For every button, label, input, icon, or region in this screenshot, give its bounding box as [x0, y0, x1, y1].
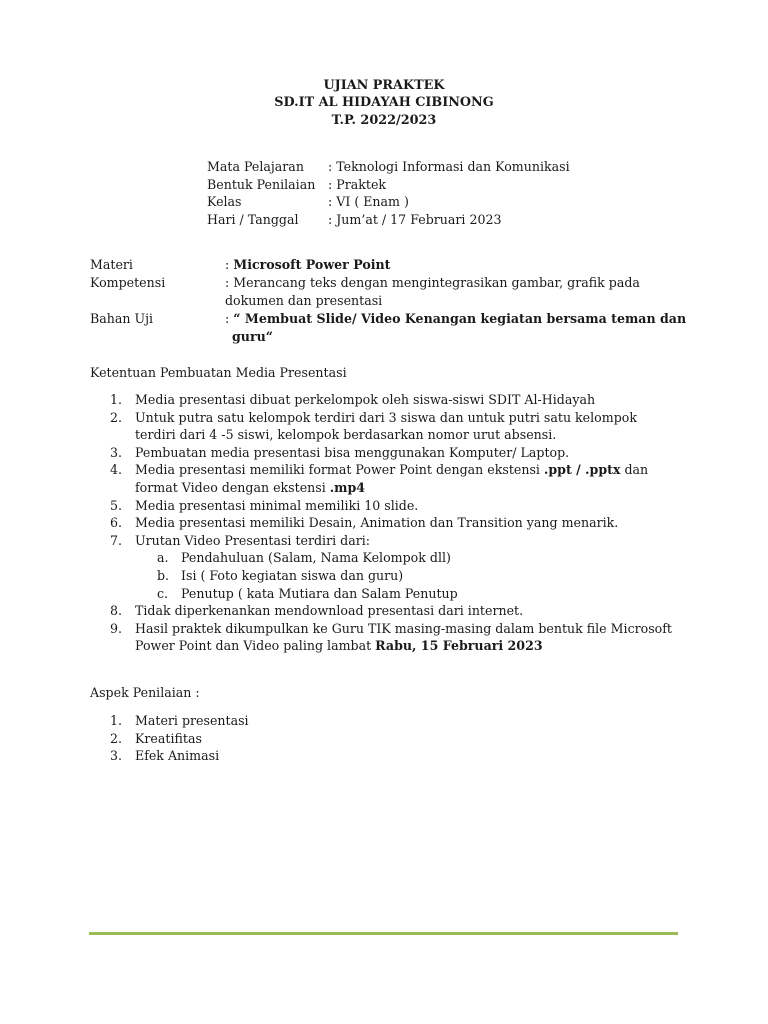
sub-list-item: [0, 585, 700, 603]
info-value: : Jum’at / 17 Februari 2023: [328, 211, 502, 227]
bahan-uji-line: “ Membuat Slide/ Video Kenangan kegiatan bersama teman dan: [233, 311, 687, 326]
list-text: terdiri dari 4 -5 siswi, kelompok berdasarkan nomor urut absensi.: [135, 427, 557, 443]
bahan-uji-line: guru“: [232, 329, 273, 344]
list-number: 2.: [110, 409, 123, 425]
list-text: Media presentasi minimal memiliki 10 slide.: [135, 497, 419, 513]
list-number: 1.: [110, 392, 123, 407]
meta-colon: :: [225, 311, 234, 326]
list-text: Urutan Video Presentasi terdiri dari:: [135, 532, 371, 548]
list-number: 4.: [110, 462, 123, 478]
info-value: : Teknologi Informasi dan Komunikasi: [328, 159, 570, 174]
file-extension: .mp4: [329, 479, 366, 495]
list-text: dan: [620, 462, 649, 478]
list-number: 8.: [110, 603, 123, 619]
footer-rule: [89, 932, 678, 935]
list-text: Untuk putra satu kelompok terdiri dari 3 siswa dan untuk putri satu kelompok: [135, 409, 637, 425]
exam-info: [207, 158, 570, 228]
list-text: Efek Animasi: [135, 748, 220, 764]
meta-label: Kompetensi: [90, 275, 166, 290]
list-item: [0, 514, 700, 532]
list-text: Materi presentasi: [135, 713, 249, 728]
list-item: [0, 620, 700, 655]
list-text: Media presentasi dibuat perkelompok oleh siswa-siswi SDIT Al-Hidayah: [135, 392, 596, 407]
list-number: 7.: [110, 532, 123, 548]
sub-list-text: Penutup ( kata Mutiara dan Salam Penutup: [181, 585, 458, 601]
list-text: Pembuatan media presentasi bisa menggunakan Komputer/ Laptop.: [135, 444, 570, 460]
info-row-subject: [207, 158, 570, 176]
sub-list-text: Isi ( Foto kegiatan siswa dan guru): [181, 567, 404, 583]
list-item: [0, 712, 700, 730]
list-item: [0, 409, 700, 444]
info-row-date: [207, 211, 570, 229]
sub-list-letter: b.: [157, 567, 170, 583]
list-item: [0, 461, 700, 496]
list-text: Media presentasi memiliki format Power Point dengan ekstensi: [135, 462, 544, 478]
meta-row-materi: [90, 256, 690, 274]
info-label: Kelas: [207, 194, 242, 209]
list-text: Power Point dan Video paling lambat: [135, 638, 376, 654]
info-value: : VI ( Enam ): [328, 194, 409, 209]
list-text: Hasil praktek dikumpulkan ke Guru TIK masing-masing dalam bentuk file Microsoft: [135, 620, 672, 636]
info-label: Hari / Tanggal: [207, 211, 299, 227]
list-text: Tidak diperkenankan mendownload presentasi dari internet.: [135, 603, 524, 619]
info-row-assessment: [207, 176, 570, 194]
list-item: [0, 532, 700, 550]
list-item: [0, 391, 700, 409]
meta-row-bahan-uji: [90, 310, 690, 346]
kompetensi-line: : Merancang teks dengan mengintegrasikan gambar, grafik pada: [225, 275, 640, 290]
list-number: 1.: [110, 713, 123, 728]
list-item: [0, 444, 700, 462]
meta-label: Materi: [90, 257, 133, 272]
list-text: format Video dengan ekstensi: [135, 479, 330, 495]
sub-list-letter: c.: [157, 585, 169, 601]
deadline: Rabu, 15 Februari 2023: [375, 638, 543, 654]
list-item: [0, 602, 700, 620]
sub-list-letter: a.: [157, 550, 169, 566]
list-number: 2.: [110, 730, 123, 746]
list-number: 9.: [110, 620, 123, 636]
aspek-title: Aspek Penilaian :: [90, 685, 200, 700]
list-number: 6.: [110, 515, 123, 531]
meta-colon: :: [225, 257, 234, 272]
info-row-class: [207, 193, 570, 211]
info-label: Mata Pelajaran: [207, 159, 304, 174]
aspek-list: [0, 712, 700, 765]
sub-list-item: [0, 567, 700, 585]
list-item: [0, 747, 700, 765]
list-text: Media presentasi memiliki Desain, Animation dan Transition yang menarik.: [135, 515, 619, 531]
info-label: Bentuk Penilaian: [207, 176, 316, 192]
ketentuan-title: Ketentuan Pembuatan Media Presentasi: [90, 365, 347, 380]
meta-label: Bahan Uji: [90, 311, 154, 326]
sub-list-text: Pendahuluan (Salam, Nama Kelompok dll): [181, 550, 451, 566]
materi-value: Microsoft Power Point: [233, 257, 391, 272]
list-number: 3.: [110, 748, 123, 764]
ketentuan-list: [0, 391, 700, 655]
list-text: Kreatifitas: [135, 730, 202, 746]
kompetensi-line: dokumen dan presentasi: [225, 293, 383, 308]
file-extension: .ppt / .pptx: [543, 462, 621, 478]
sub-list-item: [0, 549, 700, 567]
list-number: 5.: [110, 497, 123, 513]
info-value: : Praktek: [328, 176, 387, 192]
school-name: SD.IT AL HIDAYAH CIBINONG: [274, 95, 494, 110]
list-item: [0, 497, 700, 515]
exam-meta: [90, 256, 690, 346]
school-year: T.P. 2022/2023: [331, 113, 437, 128]
doc-title: UJIAN PRAKTEK: [323, 78, 445, 93]
list-item: [0, 730, 700, 748]
list-number: 3.: [110, 444, 123, 460]
meta-row-kompetensi: [90, 274, 690, 310]
